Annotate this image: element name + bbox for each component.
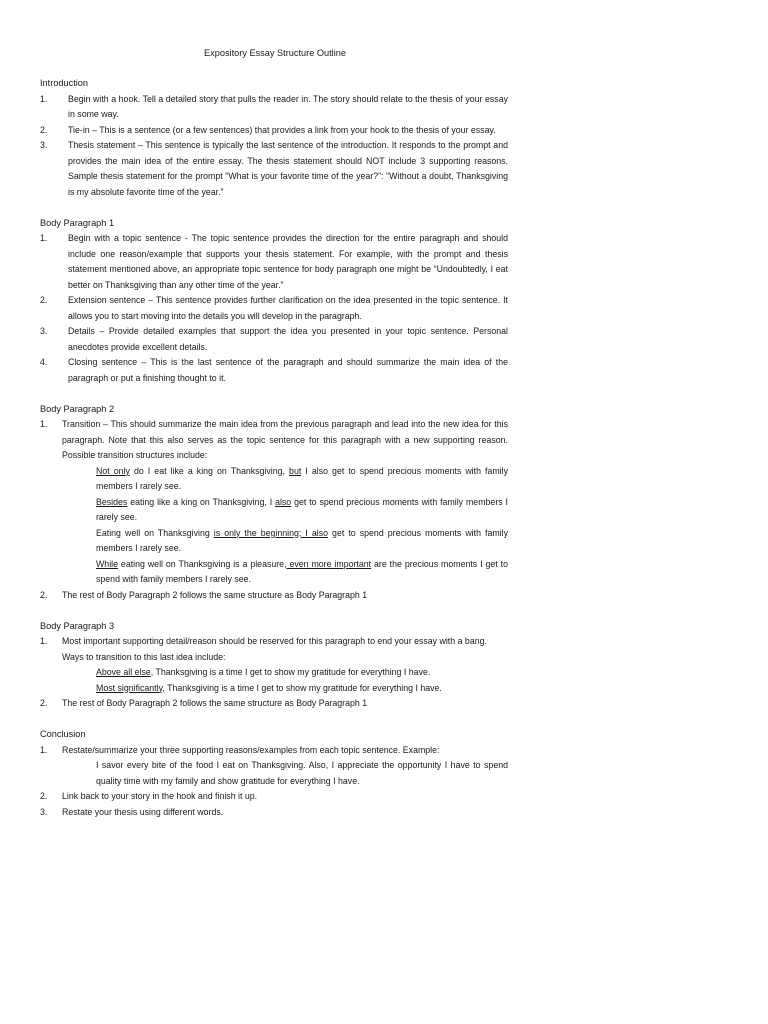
- item-text: Transition – This should summarize the main idea from the previous paragraph and lead into the new idea for this paragraph. Note that this also serves as the topic sentence for this paragraph with a new supporting reason. Possible transition structures include:: [62, 419, 508, 460]
- underlined-phrase: Most significantly,: [96, 682, 165, 693]
- example-text: Thanksgiving is a time I get to show my gratitude for everything I have.: [164, 682, 442, 693]
- list-item: [40, 231, 508, 293]
- list-item: [40, 588, 508, 604]
- example-text: do I eat like a king on Thanksgiving,: [129, 465, 290, 476]
- list-item: [40, 324, 508, 355]
- conclusion-example: I savor every bite of the food I eat on Thanksgiving. Also, I appreciate the opportunity I have to spend quality time with my family and show gratitude for everything I have.: [96, 760, 508, 786]
- section-heading: Introduction: [40, 78, 89, 88]
- item-text: The rest of Body Paragraph 2 follows the same structure as Body Paragraph 1: [62, 698, 368, 708]
- example-text: get to spend precious moments with family members I rarely see.: [96, 527, 508, 553]
- item-text: Most important supporting detail/reason should be reserved for this paragraph to end your essay with a bang.: [62, 636, 487, 646]
- document-title: Expository Essay Structure Outline: [204, 48, 346, 58]
- example-text: , Thanksgiving is a time I get to show my gratitude for everything I have.: [150, 667, 431, 677]
- transition-example: [40, 557, 508, 588]
- list-item: [40, 293, 508, 324]
- item-number: 1.: [40, 93, 48, 104]
- item-number: 2.: [40, 791, 48, 801]
- section-body-paragraph-3: [40, 619, 508, 712]
- section-heading: Body Paragraph 2: [40, 403, 115, 414]
- item-number: 3.: [40, 326, 48, 336]
- item-text: Link back to your story in the hook and finish it up.: [62, 791, 258, 801]
- underlined-phrase: While: [96, 558, 118, 569]
- list-item: [40, 355, 508, 386]
- item-continuation: Ways to transition to this last idea include:: [62, 651, 226, 662]
- item-number: 2.: [40, 124, 48, 135]
- item-number: 2.: [40, 589, 48, 600]
- section-heading: Conclusion: [40, 729, 86, 739]
- item-text: Restate your thesis using different words.: [62, 806, 224, 817]
- list-item: [40, 417, 508, 464]
- list-item: [40, 123, 508, 139]
- underlined-phrase: Not only: [96, 465, 130, 476]
- list-item: [40, 634, 508, 650]
- item-text: Begin with a hook. Tell a detailed story that pulls the reader in. The story should relate to the thesis of your essay in some way.: [68, 93, 508, 119]
- underlined-phrase: , even more important: [284, 558, 372, 569]
- section-body-paragraph-2: [40, 402, 508, 604]
- item-number: 1.: [40, 233, 48, 243]
- transition-example: [40, 681, 508, 697]
- example-text: get to spend precious moments with family members I rarely see.: [96, 496, 508, 522]
- item-number: 1.: [40, 636, 48, 646]
- underlined-phrase: is only the beginning; I also: [213, 527, 328, 538]
- item-text: Tie-in – This is a sentence (or a few sentences) that provides a link from your hook to the thesis of your essay.: [68, 124, 496, 135]
- underlined-phrase: also: [275, 496, 292, 507]
- item-text: Begin with a topic sentence - The topic sentence provides the direction for the entire paragraph and should include one reason/example that supports your thesis statement. For example, with the prompt and thesis statement mentioned above, an appropriate topic sentence for body paragraph one might be “Undoubtedly, I eat better on Thanksgiving than any other time of the year.”: [68, 233, 508, 290]
- item-number: 2.: [40, 698, 48, 708]
- list-item: [40, 92, 508, 123]
- transition-example: [40, 495, 508, 526]
- example-text: eating like a king on Thanksgiving, I: [127, 496, 276, 507]
- section-conclusion: [40, 727, 508, 820]
- item-text: The rest of Body Paragraph 2 follows the same structure as Body Paragraph 1: [62, 589, 368, 600]
- underlined-phrase: Above all else: [96, 667, 151, 677]
- item-number: 3.: [40, 140, 48, 150]
- item-text: Closing sentence – This is the last sentence of the paragraph and should summarize the main idea of the paragraph or put a finishing thought to it.: [68, 357, 508, 383]
- item-number: 1.: [40, 744, 48, 755]
- item-number: 3.: [40, 806, 48, 817]
- transition-example: [40, 665, 508, 681]
- item-text: Restate/summarize your three supporting reasons/examples from each topic sentence. Example:: [62, 744, 440, 755]
- list-item: [40, 138, 508, 200]
- item-number: 4.: [40, 357, 48, 367]
- list-item: [40, 743, 508, 759]
- list-item: [40, 696, 508, 712]
- document-content: [40, 76, 508, 836]
- transition-example: [40, 526, 508, 557]
- item-text: Details – Provide detailed examples that support the idea you presented in your topic sentence. Personal anecdotes provide excellent details.: [68, 326, 508, 352]
- example-text: I also get to spend precious moments with family members I rarely see.: [96, 465, 508, 491]
- item-text: Thesis statement – This sentence is typically the last sentence of the introduction. It responds to the prompt and provides the main idea of the entire essay. The thesis statement should NOT include 3 supporting reasons. Sample thesis statement for the prompt “What is your favorite time of the year?”: “Without a doubt, Thanksgiving is my absolute favorite time of the year.”: [68, 140, 508, 197]
- example-text: are the precious moments I get to spend with family members I rarely see.: [96, 558, 508, 584]
- underlined-phrase: but: [289, 465, 302, 476]
- list-item: [40, 805, 508, 821]
- example-text: Eating well on Thanksgiving: [96, 527, 214, 538]
- list-item: [40, 789, 508, 805]
- item-text: Extension sentence – This sentence provides further clarification on the idea presented in the topic sentence. It allows you to start moving into the details you will develop in the paragraph.: [68, 295, 508, 321]
- section-body-paragraph-1: [40, 216, 508, 387]
- transition-example: [40, 464, 508, 495]
- section-introduction: [40, 76, 508, 200]
- section-heading: Body Paragraph 3: [40, 620, 115, 631]
- item-number: 1.: [40, 419, 48, 429]
- section-heading: Body Paragraph 1: [40, 217, 115, 228]
- underlined-phrase: Besides: [96, 496, 128, 507]
- example-text: eating well on Thanksgiving is a pleasure: [118, 558, 285, 569]
- item-number: 2.: [40, 295, 48, 305]
